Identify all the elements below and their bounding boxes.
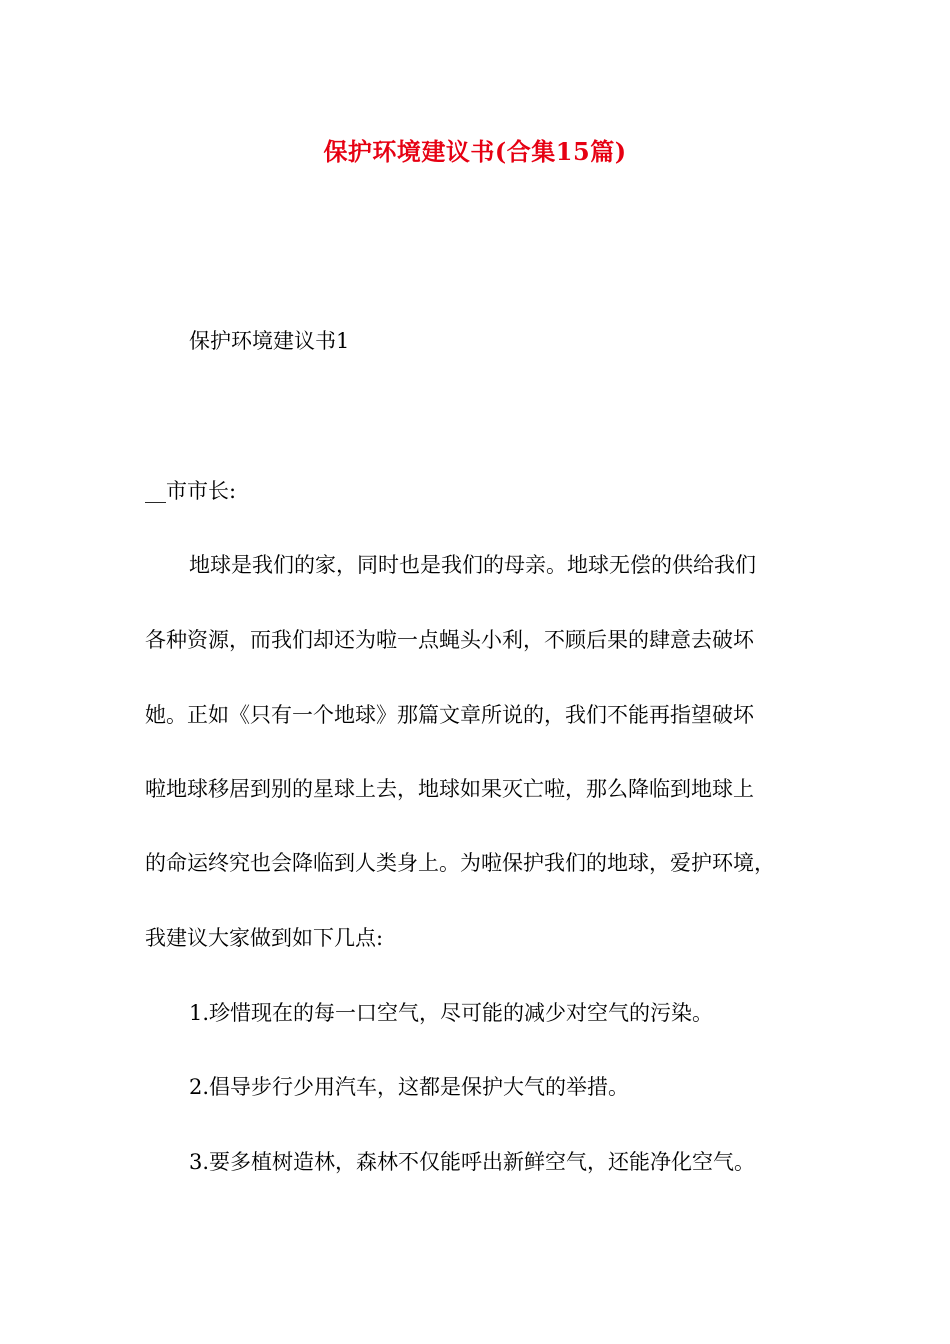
- list-item: 2.倡导步行少用汽车，这都是保护大气的举措。: [189, 1075, 630, 1099]
- paragraph-line: 的命运终究也会降临到人类身上。为啦保护我们的地球，爱护环境，: [145, 851, 775, 875]
- paragraph-line: 地球是我们的家，同时也是我们的母亲。地球无偿的供给我们: [189, 553, 756, 577]
- paragraph-line: 啦地球移居到别的星球上去，地球如果灭亡啦，那么降临到地球上: [145, 777, 754, 801]
- section-heading: 保护环境建议书1: [189, 329, 350, 353]
- salutation: __市市长:: [145, 479, 237, 503]
- list-item: 1.珍惜现在的每一口空气，尽可能的减少对空气的污染。: [189, 1001, 714, 1025]
- paragraph-line: 各种资源，而我们却还为啦一点蝇头小利，不顾后果的肆意去破坏: [145, 628, 754, 652]
- paragraph-line: 她。正如《只有一个地球》那篇文章所说的，我们不能再指望破坏: [145, 703, 754, 727]
- document-title: 保护环境建议书(合集15篇): [323, 137, 627, 166]
- list-item: 3.要多植树造林，森林不仅能呼出新鲜空气，还能净化空气。: [189, 1150, 756, 1174]
- paragraph-line: 我建议大家做到如下几点:: [145, 926, 384, 950]
